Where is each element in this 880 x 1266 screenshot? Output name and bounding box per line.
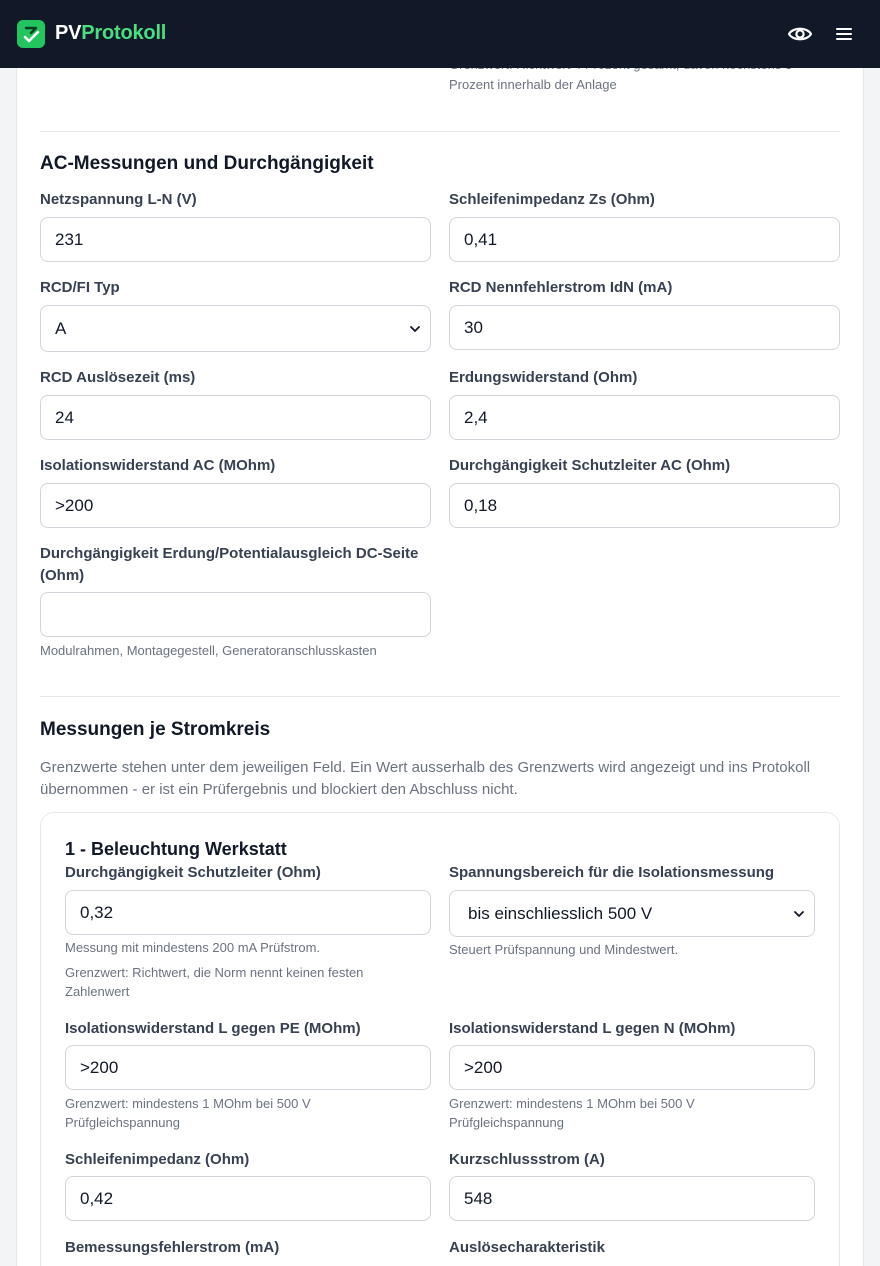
rcd-typ-value: A: [55, 318, 67, 338]
short-circuit-input[interactable]: 548: [449, 1176, 815, 1221]
hamburger-menu-icon[interactable]: [834, 24, 854, 44]
rcd-ausloese-input[interactable]: 24: [40, 395, 431, 440]
section-divider: [40, 696, 840, 697]
dc-erdung-hint: Modulrahmen, Montagegestell, Generatoranschlusskasten: [40, 643, 377, 658]
circuit-pe-hint1: Messung mit mindestens 200 mA Prüfstrom.: [65, 940, 321, 955]
voltage-range-value: bis einschliesslich 500 V: [468, 903, 653, 923]
iso-lpe-input[interactable]: >200: [65, 1045, 431, 1090]
iso-lpe-label: Isolationswiderstand L gegen PE (MOhm): [65, 1020, 361, 1037]
netzspannung-input[interactable]: 231: [40, 217, 431, 262]
iso-ac-input[interactable]: >200: [40, 483, 431, 528]
iso-ln-input[interactable]: >200: [449, 1045, 815, 1090]
ac-section-title: AC-Messungen und Durchgängigkeit: [40, 153, 374, 174]
erdung-label: Erdungswiderstand (Ohm): [449, 369, 638, 386]
circuit-pe-hint2-line2: Zahlenwert: [65, 984, 130, 999]
schleifenimpedanz-label: Schleifenimpedanz Zs (Ohm): [449, 191, 655, 208]
voltage-range-hint: Steuert Prüfspannung und Mindestwert.: [449, 942, 679, 957]
iso-ln-hint-line2: Prüfgleichspannung: [449, 1115, 564, 1130]
iso-ac-label: Isolationswiderstand AC (MOhm): [40, 457, 276, 474]
circuits-section-title: Messungen je Stromkreis: [40, 719, 271, 740]
rated-fault-current-label: Bemessungsfehlerstrom (mA): [65, 1239, 280, 1256]
brand-logo-text[interactable]: [55, 22, 166, 45]
iso-ln-hint-line1: Grenzwert: mindestens 1 MOhm bei 500 V: [449, 1096, 695, 1111]
loop-impedance-input[interactable]: 0,42: [65, 1176, 431, 1221]
dc-erdung-input[interactable]: [40, 592, 431, 637]
short-circuit-label: Kurzschlussstrom (A): [449, 1151, 605, 1168]
eye-icon[interactable]: [786, 22, 814, 46]
app-header: [0, 0, 880, 68]
trip-characteristic-label: Auslösecharakteristik: [449, 1239, 605, 1256]
rcd-nenn-label: RCD Nennfehlerstrom IdN (mA): [449, 279, 673, 296]
circuit-pe-label: Durchgängigkeit Schutzleiter (Ohm): [65, 864, 321, 881]
iso-lpe-hint-line2: Prüfgleichspannung: [65, 1115, 180, 1130]
circuits-intro-line2: übernommen - er ist ein Prüfergebnis und blockiert den Abschluss nicht.: [40, 781, 518, 798]
logo-icon: [17, 20, 45, 48]
pe-ac-label: Durchgängigkeit Schutzleiter AC (Ohm): [449, 457, 731, 474]
dc-erdung-label-line1: Durchgängigkeit Erdung/Potentialausgleich DC-Seite: [40, 545, 419, 562]
pe-ac-input[interactable]: 0,18: [449, 483, 840, 528]
schleifenimpedanz-input[interactable]: 0,41: [449, 217, 840, 262]
rcd-typ-select[interactable]: [40, 305, 431, 352]
rcd-nenn-input[interactable]: 30: [449, 305, 840, 350]
circuit-title: 1 - Beleuchtung Werkstatt: [65, 839, 287, 859]
voltage-range-label: Spannungsbereich für die Isolationsmessung: [449, 864, 775, 881]
chevron-down-icon: [794, 909, 804, 919]
circuit-pe-input[interactable]: 0,32: [65, 890, 431, 935]
iso-lpe-hint-line1: Grenzwert: mindestens 1 MOhm bei 500 V: [65, 1096, 311, 1111]
voltage-range-select[interactable]: [449, 890, 815, 937]
voltage-drop-hint-line2: Prozent innerhalb der Anlage: [449, 77, 617, 92]
brand-protokoll: Protokoll: [81, 22, 167, 44]
circuits-intro-line1: Grenzwerte stehen unter dem jeweiligen Feld. Ein Wert ausserhalb des Grenzwerts wird angezeigt und ins Protokoll: [40, 759, 811, 776]
circuit-pe-hint2-line1: Grenzwert: Richtwert, die Norm nennt keinen festen: [65, 965, 364, 980]
dc-erdung-label-line2: (Ohm): [40, 567, 85, 584]
chevron-down-icon: [410, 324, 420, 334]
netzspannung-label: Netzspannung L-N (V): [40, 191, 197, 208]
loop-impedance-label: Schleifenimpedanz (Ohm): [65, 1151, 250, 1168]
brand-pv: PV: [55, 22, 82, 44]
rcd-typ-label: RCD/FI Typ: [40, 279, 120, 296]
erdung-input[interactable]: 2,4: [449, 395, 840, 440]
rcd-ausloese-label: RCD Auslösezeit (ms): [40, 369, 196, 386]
section-divider: [40, 131, 840, 132]
iso-ln-label: Isolationswiderstand L gegen N (MOhm): [449, 1020, 736, 1037]
